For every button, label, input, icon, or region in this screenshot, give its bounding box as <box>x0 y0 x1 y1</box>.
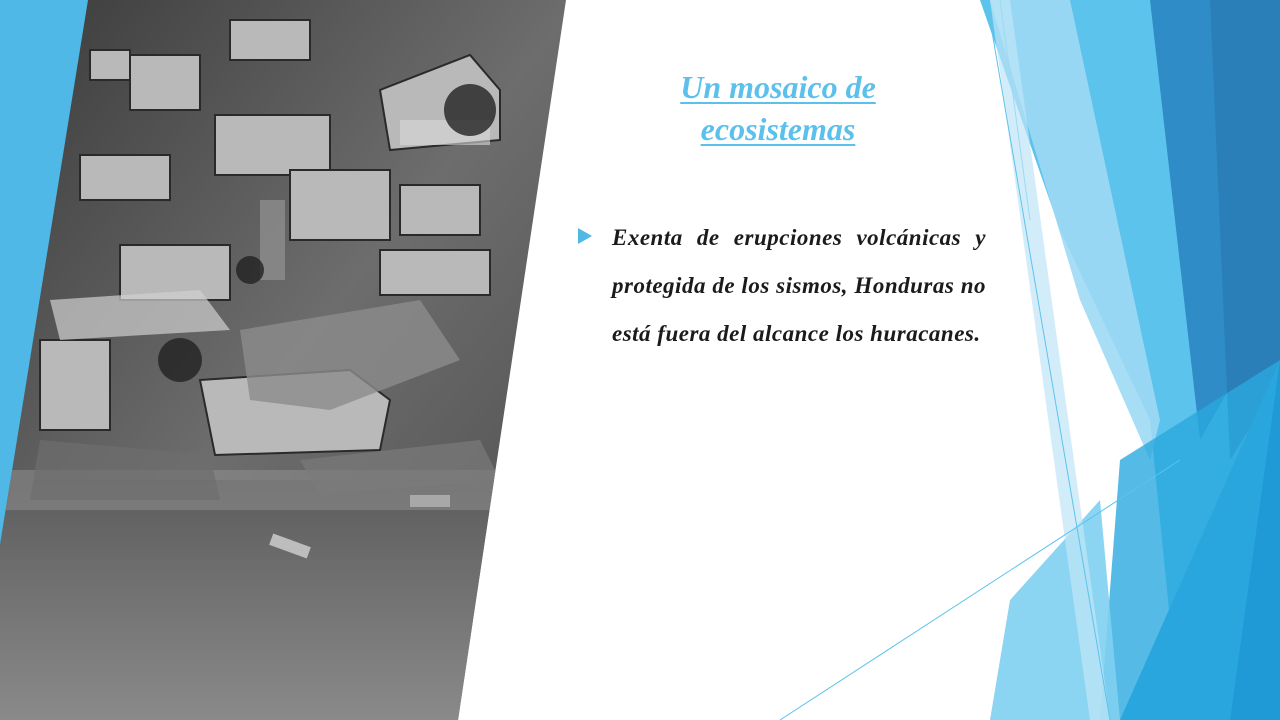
bullet-list <box>578 214 986 358</box>
triangle-bullet-icon <box>578 228 592 244</box>
sea-water <box>0 480 580 720</box>
bullet-item <box>578 214 986 358</box>
slide-title: Un mosaico de ecosistemas <box>680 69 876 147</box>
hurricane-damage-photo <box>0 0 580 720</box>
bullet-text: Exenta de erupciones volcánicas y protegida de los sismos, Honduras no está fuera del alcance los huracanes. <box>612 225 986 346</box>
